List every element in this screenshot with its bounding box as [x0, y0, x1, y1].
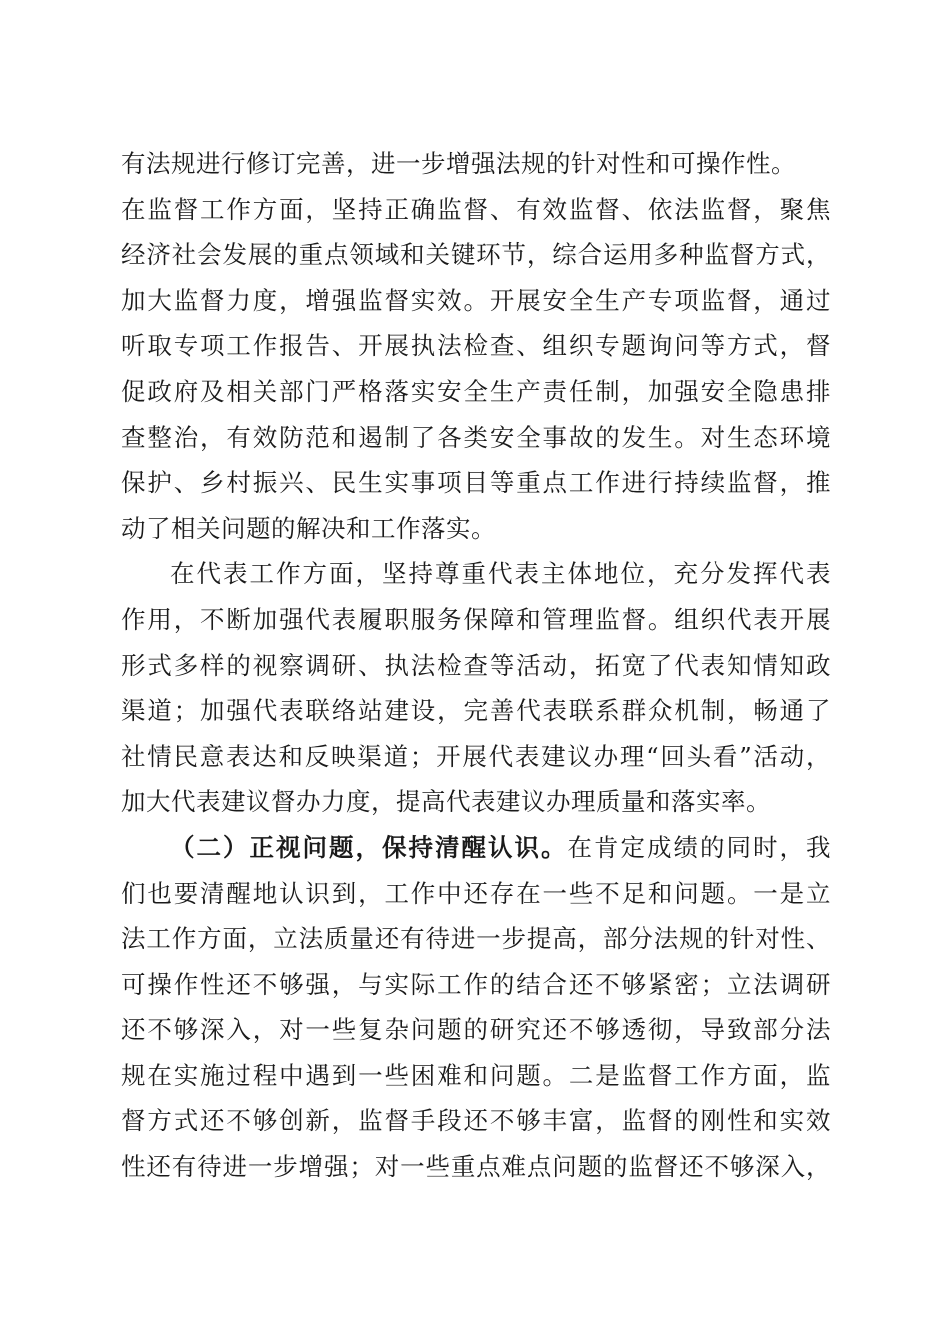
text-line: 规在实施过程中遇到一些困难和问题。二是监督工作方面，监: [121, 1060, 831, 1090]
text-line: 还不够深入，对一些复杂问题的研究还不够透彻，导致部分法: [121, 1015, 831, 1045]
section-heading-rest: 在肯定成绩的同时，我: [567, 832, 831, 862]
text-line: 作用，不断加强代表履职服务保障和管理监督。组织代表开展: [121, 604, 831, 634]
text-line: 法工作方面，立法质量还有待进一步提高，部分法规的针对性、: [121, 924, 831, 954]
text-line: 渠道；加强代表联络站建设，完善代表联系群众机制，畅通了: [121, 696, 831, 726]
text-line: 们也要清醒地认识到，工作中还存在一些不足和问题。一是立: [121, 878, 831, 908]
text-line: 在监督工作方面，坚持正确监督、有效监督、依法监督，聚焦: [121, 194, 831, 224]
body-text: [121, 141, 831, 1190]
text-line: 在代表工作方面，坚持尊重代表主体地位，充分发挥代表: [170, 559, 831, 589]
section-heading: （二）正视问题，保持清醒认识。: [170, 832, 568, 862]
text-line: 社情民意表达和反映渠道；开展代表建议办理“回头看”活动，: [121, 741, 831, 771]
text-line: 督方式还不够创新，监督手段还不够丰富，监督的刚性和实效: [121, 1106, 831, 1136]
text-line: 动了相关问题的解决和工作落实。: [121, 513, 496, 543]
text-line: 加大监督力度，增强监督实效。开展安全生产专项监督，通过: [121, 285, 831, 315]
text-line: 加大代表建议督办力度，提高代表建议办理质量和落实率。: [121, 787, 771, 817]
text-line: 查整治，有效防范和遏制了各类安全事故的发生。对生态环境: [121, 422, 831, 452]
text-line: 保护、乡村振兴、民生实事项目等重点工作进行持续监督，推: [121, 468, 831, 498]
text-line: 形式多样的视察调研、执法检查等活动，拓宽了代表知情知政: [121, 650, 831, 680]
text-line: 促政府及相关部门严格落实安全生产责任制，加强安全隐患排: [121, 376, 831, 406]
text-line: 经济社会发展的重点领域和关键环节，综合运用多种监督方式，: [121, 240, 831, 270]
text-line: 有法规进行修订完善，进一步增强法规的针对性和可操作性。: [121, 149, 796, 178]
section-heading-line: [121, 825, 831, 871]
text-line: 性还有待进一步增强；对一些重点难点问题的监督还不够深入，: [121, 1152, 831, 1182]
text-line: 听取专项工作报告、开展执法检查、组织专题询问等方式，督: [121, 331, 831, 361]
text-line: 可操作性还不够强，与实际工作的结合还不够紧密；立法调研: [121, 969, 831, 999]
